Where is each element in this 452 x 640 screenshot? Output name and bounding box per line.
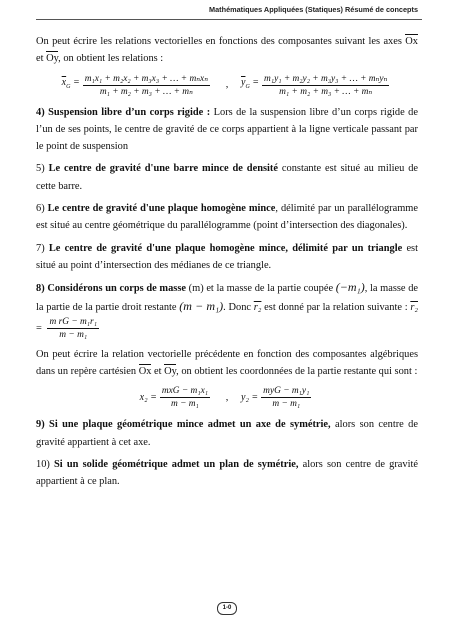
y2-fraction bbox=[261, 385, 311, 410]
yg-numerator: m₁y₁ + m₂y₂ + m₃y₃ + … + mₙyₙ bbox=[264, 73, 388, 84]
p4-heading: 4) Suspension libre d’un corps rigide : bbox=[36, 106, 211, 118]
r2-denominator: m − m₁ bbox=[59, 329, 88, 340]
p5-text: constante est situé au milieu de cette barre. bbox=[36, 163, 418, 192]
intro-paragraph bbox=[36, 33, 418, 68]
centroid-equations bbox=[36, 73, 418, 98]
x2-denominator: m − m₁ bbox=[171, 399, 199, 410]
oy-axis-2: Oy bbox=[164, 366, 177, 378]
p8-heading: 8) Considérons un corps de masse bbox=[36, 283, 186, 295]
oy-axis: Oy bbox=[46, 53, 59, 65]
p7-text: est situé au point d’intersection des médianes de ce triangle. bbox=[36, 242, 418, 271]
x2-lhs: x₂ = bbox=[139, 392, 157, 404]
r2-numerator: m rG − m₁r₁ bbox=[49, 316, 97, 327]
p7-number: 7) bbox=[36, 242, 49, 254]
paragraph-4 bbox=[36, 104, 418, 156]
y2-numerator: myG − m₁y₁ bbox=[263, 386, 310, 397]
paragraph-5 bbox=[36, 160, 418, 195]
xg-lhs: $\overline{x}_G$ = bbox=[61, 76, 80, 90]
paragraph-8b bbox=[36, 346, 418, 381]
x2-numerator: mxG − m₁x₁ bbox=[161, 386, 208, 397]
p6-heading: Le centre de gravité d'une plaque homogène mince bbox=[47, 203, 276, 215]
y2-lhs: y₂ = bbox=[241, 392, 259, 404]
p8-text-4: est donné par la relation suivante : bbox=[261, 301, 411, 313]
intro-text: On peut écrire les relations vectorielles en fonctions des composantes suivant les axes bbox=[36, 36, 402, 47]
intro-tail: , on obtient les relations : bbox=[58, 53, 164, 65]
p6-text: , délimité par un parallélogramme est situé au centre géométrique du parallélogramme (point d’intersection des diagonales). bbox=[36, 203, 418, 232]
p8-text-3: . Donc bbox=[223, 301, 254, 313]
document-body bbox=[36, 33, 418, 496]
yg-lhs: $\overline{y}_G$ = bbox=[241, 76, 260, 90]
x2-fraction bbox=[160, 385, 210, 410]
p8-text-1: (m) et la masse de la partie coupée bbox=[185, 283, 336, 295]
remaining-mass: (m − m₁) bbox=[179, 298, 224, 313]
eq1-separator: , bbox=[225, 79, 229, 91]
p8b-et: et bbox=[151, 366, 165, 378]
paragraph-7 bbox=[36, 240, 418, 275]
yg-fraction bbox=[262, 73, 389, 98]
ox-axis-2: Ox bbox=[138, 366, 152, 378]
paragraph-9 bbox=[36, 416, 418, 451]
ox-axis: Ox bbox=[405, 36, 418, 47]
p6-number: 6) bbox=[36, 203, 48, 215]
page-number: 1-0 bbox=[217, 602, 237, 615]
p8b-text-1: On peut écrire la relation vectorielle précédente en fonction des composantes algébriques dans un repère cartésien bbox=[36, 348, 418, 378]
cut-mass: (−m₁) bbox=[335, 280, 365, 295]
p9-heading: 9) Si une plaque géométrique mince admet un axe de symétrie, bbox=[36, 419, 331, 431]
p9-text: alors son centre de gravité appartient à cet axe. bbox=[36, 419, 418, 448]
xg-numerator: m₁x₁ + m₂x₂ + m₃x₃ + … + mₙxₙ bbox=[84, 73, 208, 84]
p8-text-2: , la masse de la partie de la partie droit restante bbox=[36, 283, 419, 313]
paragraph-10 bbox=[36, 456, 418, 491]
remaining-part-equations bbox=[36, 385, 418, 410]
p7-heading: Le centre de gravité d'une plaque homogène mince, délimité par un triangle bbox=[48, 242, 403, 254]
p10-text: alors son centre de gravité appartient à ce plan. bbox=[36, 459, 418, 488]
header-rule bbox=[36, 19, 422, 20]
eq2-separator: , bbox=[225, 392, 229, 404]
r2-relation-lhs: r₂ bbox=[410, 301, 418, 313]
xg-denominator: m₁ + m₂ + m₃ + … + mₙ bbox=[99, 86, 193, 97]
p5-heading: Le centre de gravité d'une barre mince de densité bbox=[48, 163, 278, 175]
r2-vector: r₂ bbox=[253, 301, 262, 313]
p8b-text-2: , on obtient les coordonnées de la partie restante qui sont : bbox=[176, 366, 418, 378]
intro-et: et bbox=[36, 53, 44, 65]
p10-heading: Si un solide géométrique admet un plan de symétrie, bbox=[54, 459, 299, 471]
yg-denominator: m₁ + m₂ + m₃ + … + mₙ bbox=[279, 86, 373, 97]
paragraph-6 bbox=[36, 200, 418, 235]
y2-denominator: m − m₁ bbox=[272, 399, 301, 410]
paragraph-8: 8) Considérons un corps de masse (m) et la masse de la partie coupée (−m₁), la masse de la partie de la partie droit restante (m − m₁). Donc r₂ est donné par la relation suivante : r₂ = $\frac{\text{m rG − m₁r₁}}{\text{m − m₁}}$ bbox=[36, 280, 419, 340]
page-header: Mathématiques Appliquées (Statiques) Résumé de concepts bbox=[209, 5, 418, 14]
xg-fraction bbox=[83, 73, 210, 98]
p10-number: 10) bbox=[36, 459, 55, 471]
r2-fraction bbox=[47, 316, 98, 341]
p5-number: 5) bbox=[36, 163, 49, 175]
p4-text: Lors de la suspension libre d’un corps rigide de l’un de ses points, le centre de gravité de ce corps appartient à la ligne verticale passant par le point de suspension bbox=[36, 106, 418, 153]
